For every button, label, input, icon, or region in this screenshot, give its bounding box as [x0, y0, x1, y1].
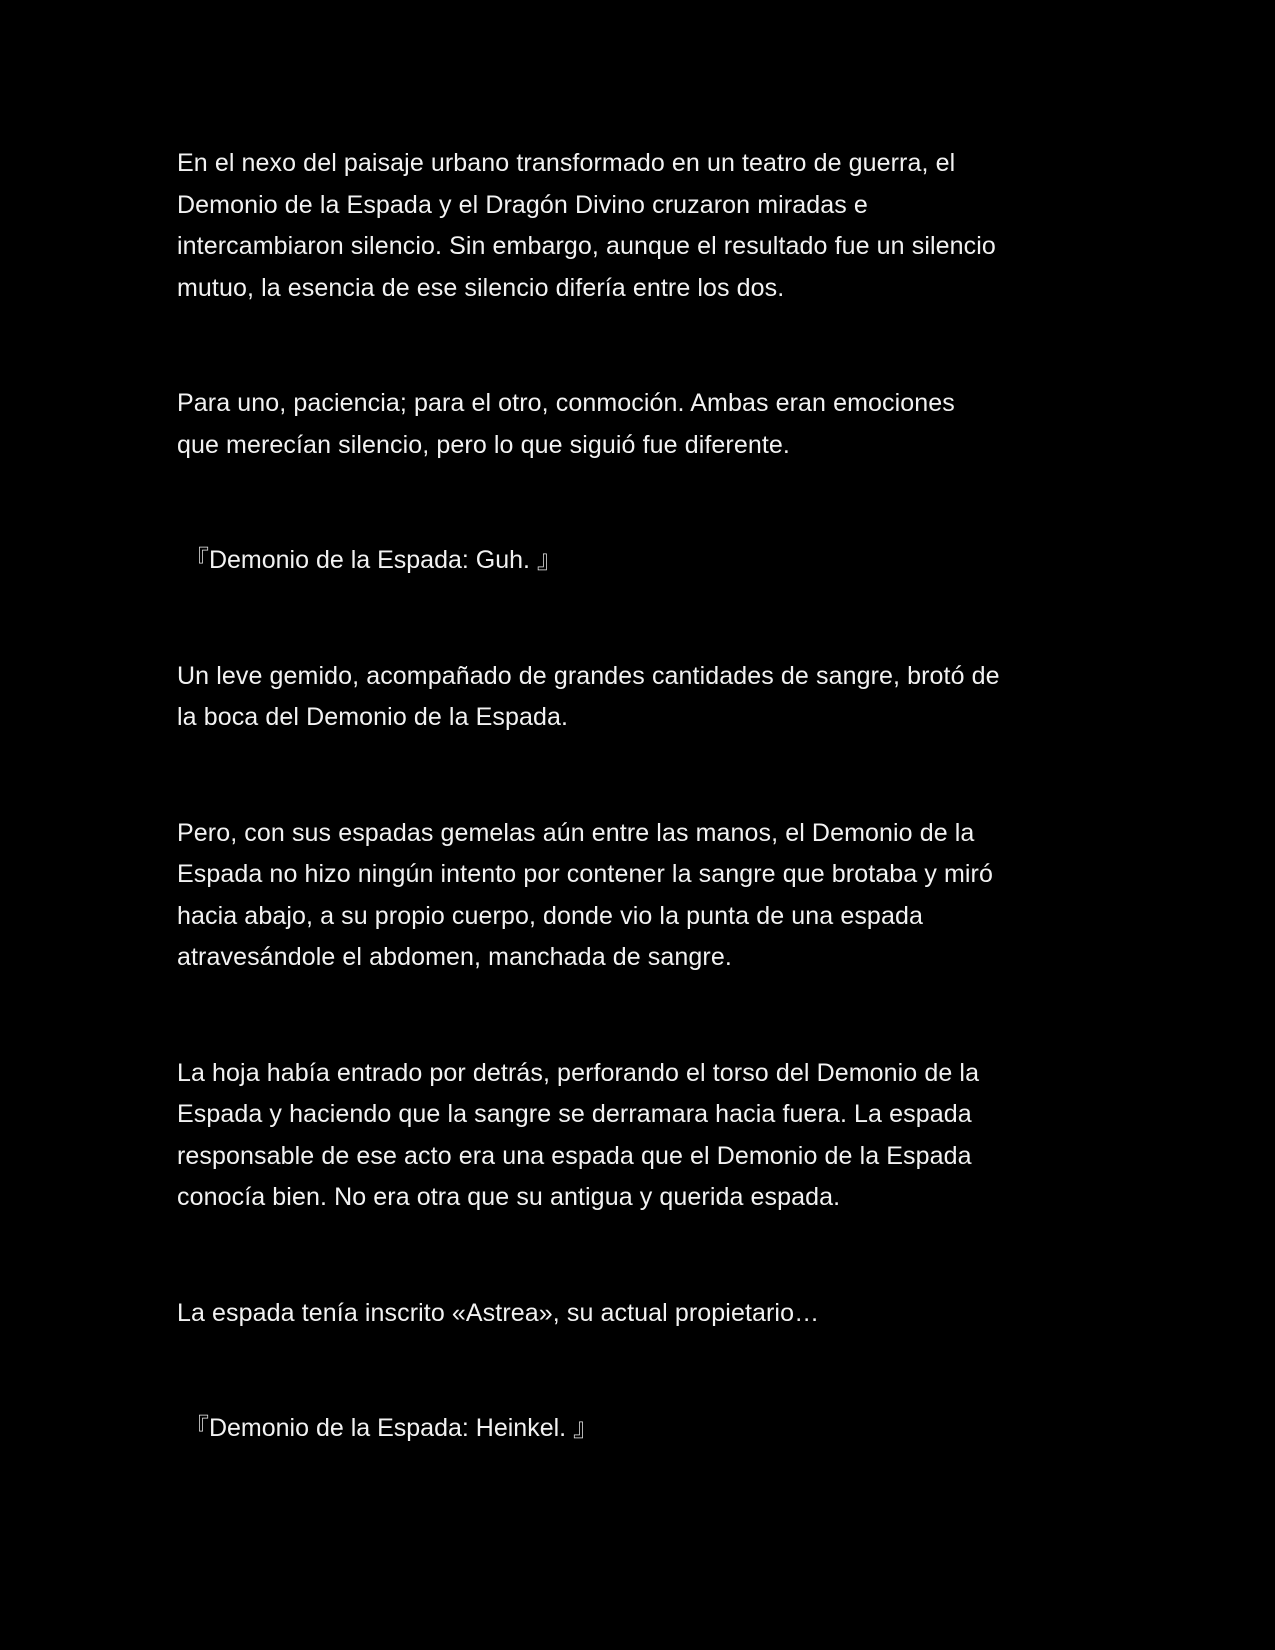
paragraph-spacer [177, 739, 1107, 813]
document-body [177, 143, 1107, 1450]
paragraph-2: Para uno, paciencia; para el otro, conmoción. Ambas eran emociones que merecían silencio, pero lo que siguió fue diferente. [177, 389, 955, 459]
paragraph-4: Pero, con sus espadas gemelas aún entre las manos, el Demonio de la Espada no hizo ningún intento por contener la sangre que brotaba y miró hacia abajo, a su propio cuerpo, donde vio la punta de una espada atravesándole el abdomen, manchada de sangre. [177, 818, 993, 971]
paragraph-1: En el nexo del paisaje urbano transformado en un teatro de guerra, el Demonio de la Espada y el Dragón Divino cruzaron miradas e intercambiaron silencio. Sin embargo, aunque el resultado fue un silencio mutuo, la esencia de ese silencio difería entre los dos. [177, 149, 996, 302]
paragraph-spacer [177, 582, 1107, 656]
paragraph-spacer [177, 466, 1107, 540]
paragraph-spacer [177, 309, 1107, 383]
paragraph-spacer [177, 1219, 1107, 1293]
dialogue-line-1: 『Demonio de la Espada: Guh. 』 [177, 546, 562, 574]
dialogue-line-2: 『Demonio de la Espada: Heinkel. 』 [177, 1414, 599, 1442]
paragraph-5: La hoja había entrado por detrás, perforando el torso del Demonio de la Espada y haciendo que la sangre se derramara hacia fuera. La espada responsable de ese acto era una espada que el Demonio de la Espada conocía bien. No era otra que su antigua y querida espada. [177, 1058, 980, 1211]
paragraph-spacer [177, 979, 1107, 1053]
paragraph-6: La espada tenía inscrito «Astrea», su actual propietario… [177, 1298, 820, 1327]
paragraph-3: Un leve gemido, acompañado de grandes cantidades de sangre, brotó de la boca del Demonio de la Espada. [177, 661, 1000, 731]
paragraph-spacer [177, 1334, 1107, 1408]
